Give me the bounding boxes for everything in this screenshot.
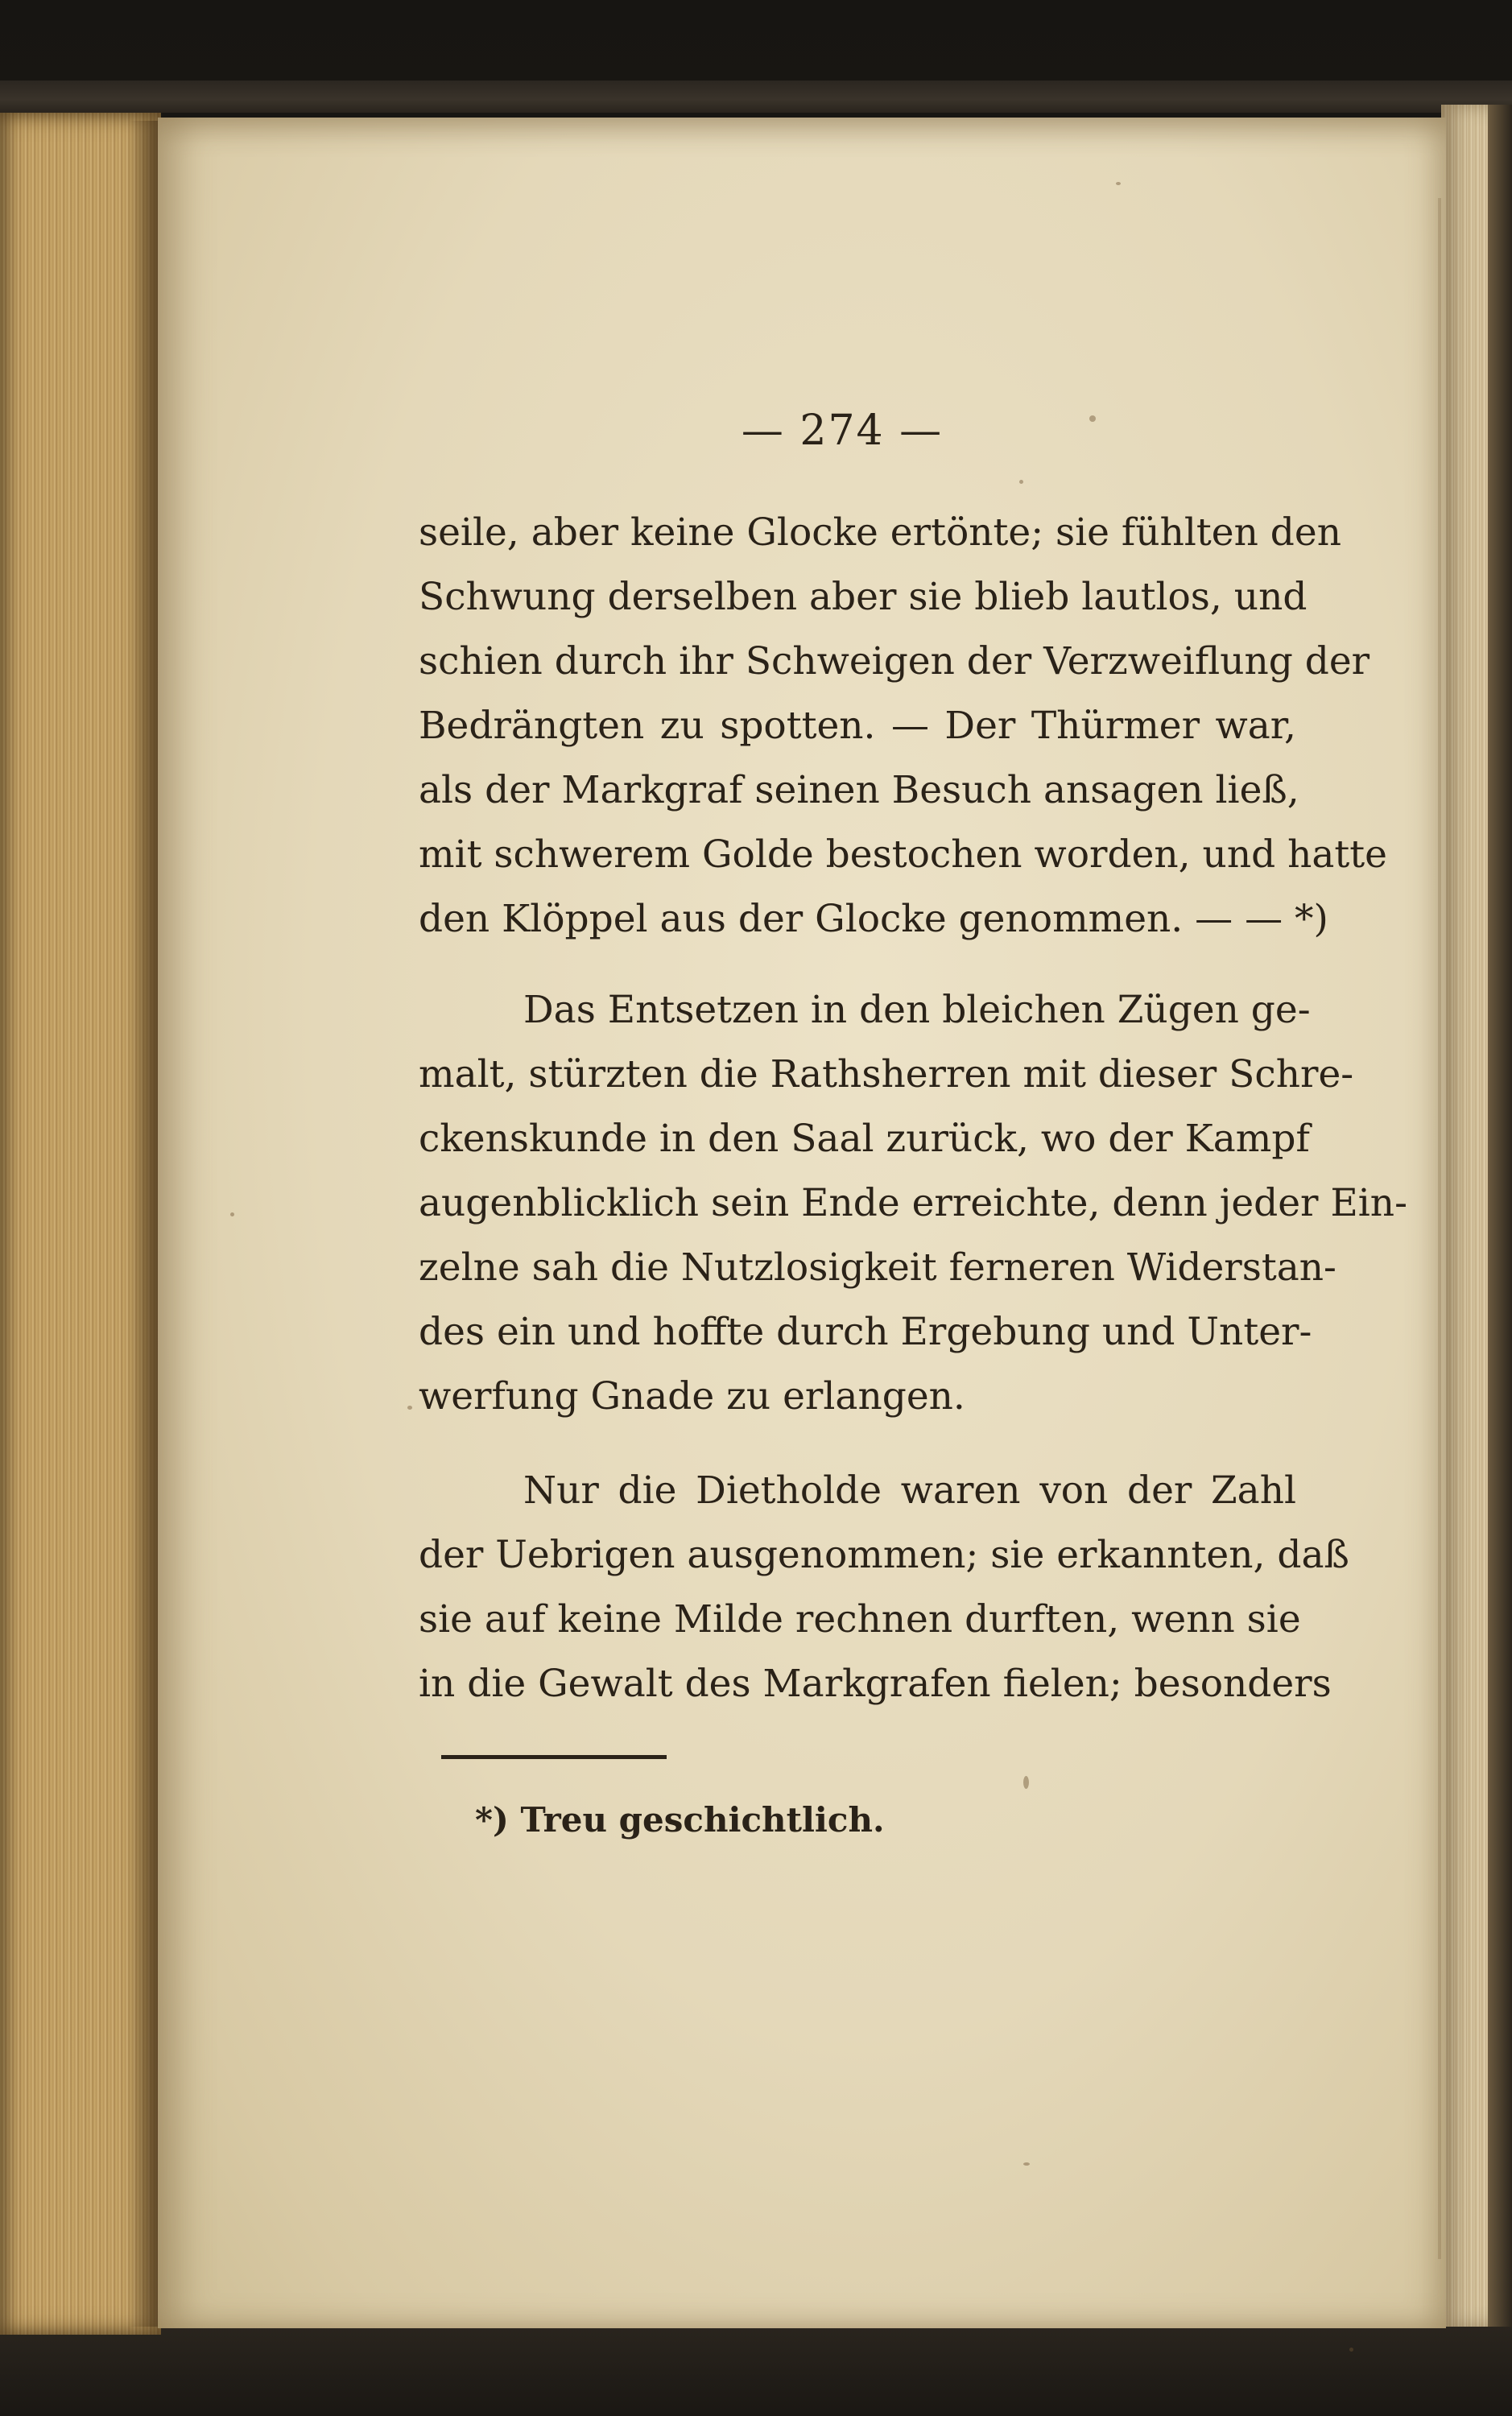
text-line: schien durch ihr Schweigen der Verzweiflung der (419, 639, 1370, 684)
text-line: seile, aber keine Glocke ertönte; sie fühlten den (419, 510, 1341, 555)
text-line: Das Entsetzen in den bleichen Zügen ge- (523, 988, 1311, 1032)
text-line: sie auf keine Milde rechnen durften, wenn sie (419, 1597, 1301, 1642)
text-line: der Uebrigen ausgenommen; sie erkannten, daß (419, 1533, 1349, 1577)
paper-speck (1089, 415, 1096, 422)
book-cover-bottom (0, 2327, 1512, 2416)
text-line: des ein und hoffte durch Ergebung und Unter- (419, 1310, 1312, 1354)
text-line: mit schwerem Golde bestochen worden, und hatte (419, 832, 1387, 877)
text-line: Schwung derselben aber sie blieb lautlos, und (419, 575, 1308, 619)
text-line: als der Markgraf seinen Besuch ansagen ließ, (419, 768, 1299, 812)
text-line: Bedrängten zu spotten. — Der Thürmer war, (419, 704, 1296, 748)
book-cover-top (0, 81, 1512, 113)
footnote: *) Treu geschichtlich. (475, 1800, 885, 1840)
page-edge-crease (1438, 198, 1441, 2259)
text-line: augenblicklich sein Ende erreichte, denn jeder Ein- (419, 1181, 1407, 1225)
footnote-rule (441, 1755, 667, 1759)
page-number: — 274 — (741, 407, 944, 455)
text-line: ckenskunde in den Saal zurück, wo der Kampf (419, 1117, 1310, 1161)
text-line: den Klöppel aus der Glocke genommen. — — *) (419, 897, 1328, 941)
text-line: werfung Gnade zu erlangen. (419, 1374, 965, 1419)
paper-speck (407, 1406, 412, 1410)
paper-speck (230, 1212, 234, 1216)
paper-speck (1349, 2348, 1353, 2352)
paper-speck (1023, 2162, 1030, 2166)
text-line: in die Gewalt des Markgrafen fielen; besonders (419, 1662, 1332, 1706)
paper-speck (1023, 1776, 1029, 1789)
text-line: Nur die Dietholde waren von der Zahl (523, 1468, 1296, 1513)
text-line: zelne sah die Nutzlosigkeit ferneren Widerstan- (419, 1245, 1336, 1290)
binding-edge (1488, 105, 1512, 2327)
paper-speck (1116, 182, 1121, 185)
text-line: malt, stürzten die Rathsherren mit dieser Schre- (419, 1052, 1354, 1096)
paper-speck (1019, 480, 1023, 484)
